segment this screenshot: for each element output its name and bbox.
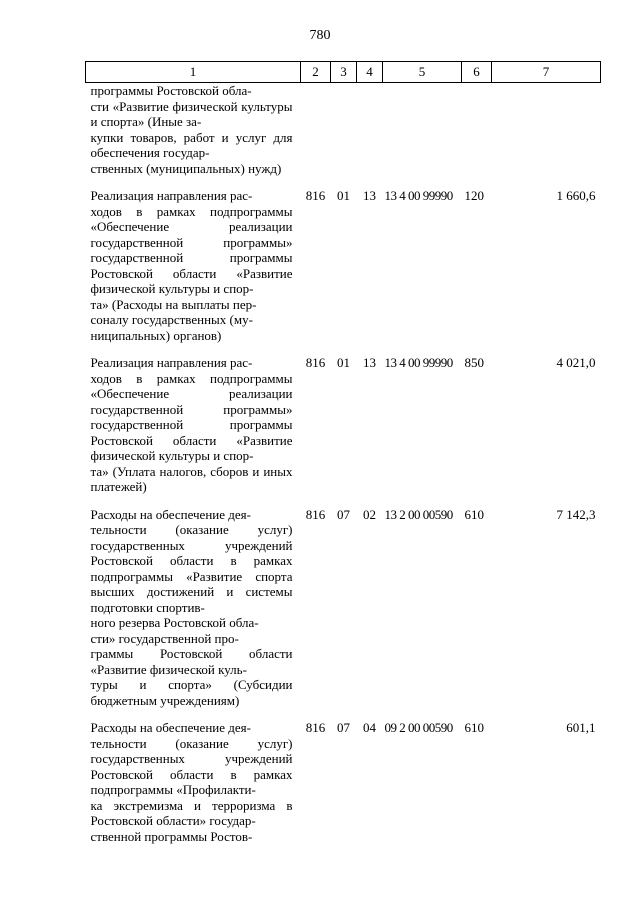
cell-expense-type: 850 — [464, 355, 484, 370]
header-col-3: 3 — [331, 62, 357, 83]
cell-section — [331, 83, 357, 177]
cell-expense-type: 120 — [464, 188, 484, 203]
header-row — [86, 62, 601, 83]
header-col-2: 2 — [301, 62, 331, 83]
cell-ministry: 816 — [305, 720, 326, 735]
cell-description: Реализация направления рас- ходов в рамках подпрограммы «Обеспечение реализации государственной программы» государственной программы Ростовской области «Развитие физической культуры и спор- та» (Расходы на выплаты пер- соналу государственных (му- ниципальных) органов) — [90, 188, 293, 343]
cell-ministry: 816 — [305, 355, 326, 370]
table-row — [86, 708, 601, 844]
cell-description: Расходы на обеспечение дея- тельности (оказание услуг) государственных учреждений Ростовской области в рамках подпрограммы «Профилакти- ка экстремизма и терроризма в Ростовской области» государ- ственной программы Ростов- — [90, 720, 293, 844]
page-number: 780 — [309, 28, 331, 43]
cell-target-article: 13 4 00 99990 — [384, 355, 453, 370]
table-row — [86, 176, 601, 343]
cell-ministry — [301, 83, 331, 177]
cell-ministry: 816 — [305, 188, 326, 203]
cell-description: Расходы на обеспечение дея- тельности (оказание услуг) государственных учреждений Ростовской области в рамках подпрограммы «Развитие спорта высших достижений и системы подготовки спортив- ного резерва Ростовской обла- сти» государственной про- граммы Ростовской области «Развитие физической куль- туры и спорта» (Субсидии бюджетным учреждениям) — [90, 506, 293, 708]
cell-amount: 1 660,6 — [556, 188, 596, 203]
cell-ministry: 816 — [305, 506, 326, 522]
cell-expense-type: 610 — [464, 720, 484, 735]
cell-section: 07 — [337, 720, 350, 735]
header-col-1: 1 — [86, 62, 301, 83]
cell-subsection: 13 — [363, 355, 376, 370]
cell-expense-type — [462, 83, 492, 177]
cell-subsection — [357, 83, 383, 177]
cell-description: Реализация направления рас- ходов в рамках подпрограммы «Обеспечение реализации государственной программы» государственной программы Ростовской области «Развитие физической культуры и спор- та» (Уплата налогов, сборов и иных платежей) — [90, 355, 293, 494]
cell-subsection: 02 — [363, 506, 376, 522]
table-body — [86, 83, 601, 845]
cell-amount: 601,1 — [566, 720, 596, 735]
table-row — [86, 83, 601, 177]
cell-target-article: 13 2 00 00590 — [384, 506, 453, 522]
cell-amount: 7 142,3 — [556, 506, 596, 522]
cell-section: 01 — [337, 188, 350, 203]
cell-target-article: 09 2 00 00590 — [384, 720, 453, 735]
cell-expense-type: 610 — [464, 506, 484, 522]
cell-subsection: 04 — [363, 720, 376, 735]
cell-section: 07 — [337, 506, 350, 522]
budget-table — [85, 61, 601, 844]
cell-section: 01 — [337, 355, 350, 370]
cell-subsection: 13 — [363, 188, 376, 203]
header-col-7: 7 — [492, 62, 601, 83]
cell-target-article — [383, 83, 462, 177]
header-col-5: 5 — [383, 62, 462, 83]
table-header — [86, 62, 601, 83]
cell-target-article: 13 4 00 99990 — [384, 188, 453, 203]
header-col-4: 4 — [357, 62, 383, 83]
cell-description: программы Ростовской обла- сти «Развитие физической культуры и спорта» (Иные за- купки товаров, работ и услуг для обеспечения государ- ственных (муниципальных) нужд) — [90, 83, 293, 176]
table-row — [86, 343, 601, 495]
cell-amount: 4 021,0 — [556, 355, 596, 370]
header-col-6: 6 — [462, 62, 492, 83]
cell-amount — [492, 83, 601, 177]
table-row — [86, 495, 601, 709]
